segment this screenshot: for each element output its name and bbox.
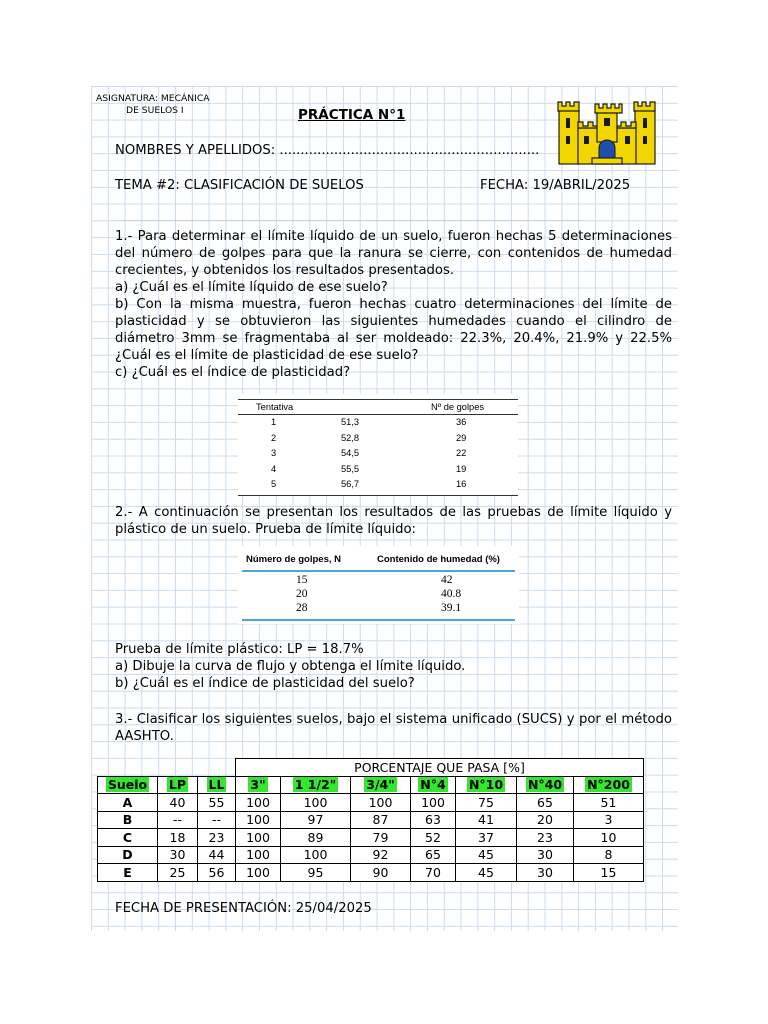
table-row: D 30 44 100 100 92 65 45 30 8 [98, 846, 644, 864]
date-label: FECHA: 19/ABRIL/2025 [480, 178, 631, 193]
passing-percentage-header: PORCENTAJE QUE PASA [%] [236, 759, 644, 777]
separator-line: _____________________________________________________________________________________ [115, 209, 583, 221]
page-title: PRÁCTICA N°1 [298, 107, 406, 123]
problem-1-intro: 1.- Para determinar el límite líquido de un suelo, fueron hechas 5 determinaciones del número de golpes para que la ranura se cierre, con contenidos de humedad crecientes, y obtenidos los resultados presentados. [115, 229, 672, 278]
submission-date: FECHA DE PRESENTACIÓN: 25/04/2025 [115, 901, 372, 916]
plastic-limit-value: Prueba de límite plástico: LP = 18.7% [115, 642, 364, 657]
liquid-limit-blows-table [238, 394, 518, 496]
table-row: B -- -- 100 97 87 63 41 20 3 [98, 811, 644, 829]
table-cell: 15 [296, 574, 308, 586]
problem-1-question-b: b) Con la misma muestra, fueron hechas cuatro determinaciones del límite de plasticidad y se obtuvieron las siguientes humedades cuando el cilindro de diámetro 3mm se fragmentaba al ser moldeado: 22.3%, 20.4%, 21.9% y 22.5% ¿Cuál es el límite de plasticidad de ese suelo? [115, 297, 672, 363]
table-header: 1 1/2" [281, 776, 351, 794]
castle-icon [556, 96, 658, 166]
table-header-row [98, 776, 644, 794]
problem-1-question-c: c) ¿Cuál es el índice de plasticidad? [115, 365, 351, 380]
table-row: 1 51,3 36 [271, 417, 467, 427]
table-header: 3/4" [351, 776, 411, 794]
table-header: 3" [236, 776, 281, 794]
table-cell: 20 [296, 588, 308, 600]
table-header: N°4 [411, 776, 456, 794]
topic-label: TEMA #2: CLASIFICACIÓN DE SUELOS [115, 178, 364, 193]
liquid-limit-moisture-table [238, 546, 519, 624]
table-header: Nº de golpes [431, 402, 485, 412]
table-row: 4 55,5 19 [271, 464, 467, 474]
problem-2-question-b: b) ¿Cuál es el índice de plasticidad del suelo? [115, 676, 415, 691]
table-cell: 40.8 [441, 588, 462, 600]
table-row: A 40 55 100 100 100 100 75 65 51 [98, 794, 644, 812]
problem-1-question-a: a) ¿Cuál es el límite líquido de ese suelo? [115, 280, 388, 295]
table-row: E 25 56 100 95 90 70 45 30 15 [98, 864, 644, 882]
table-header: Tentativa [256, 402, 294, 412]
table-cell: 42 [441, 574, 453, 586]
table-header: Suelo [98, 776, 158, 794]
table-header: LL [198, 776, 236, 794]
table-header: N°10 [456, 776, 517, 794]
problem-2-intro: 2.- A continuación se presentan los resultados de las pruebas de límite líquido y plástico de un suelo. Prueba de límite líquido: [115, 505, 672, 537]
table-row: C 18 23 100 89 79 52 37 23 10 [98, 829, 644, 847]
subject-line-1: ASIGNATURA: MECÁNICA [96, 93, 210, 104]
problem-3-intro: 3.- Clasificar los siguientes suelos, bajo el sistema unificado (SUCS) y por el método AASHTO. [115, 712, 672, 744]
subject-label [96, 93, 210, 117]
problem-2-questions [115, 641, 672, 692]
soil-classification-table [97, 758, 644, 882]
table-cell: 39.1 [441, 602, 462, 614]
subject-line-2: DE SUELOS I [126, 105, 184, 116]
table-row: 3 54,5 22 [271, 448, 467, 458]
table-header: Contenido de humedad (%) [377, 554, 500, 565]
table-header: N°200 [574, 776, 644, 794]
table-row: 2 52,8 29 [271, 433, 467, 443]
table-row: 5 56,7 16 [271, 479, 467, 489]
problem-2-question-a: a) Dibuje la curva de flujo y obtenga el límite líquido. [115, 659, 466, 674]
table-group-header-row [98, 759, 644, 777]
names-field: NOMBRES Y APELLIDOS: .............................................................. [115, 143, 540, 158]
problem-1 [115, 228, 672, 381]
table-header: Número de golpes, N [246, 554, 342, 565]
table-cell: 28 [296, 602, 308, 614]
table-header: LP [158, 776, 198, 794]
table-header: N°40 [517, 776, 574, 794]
